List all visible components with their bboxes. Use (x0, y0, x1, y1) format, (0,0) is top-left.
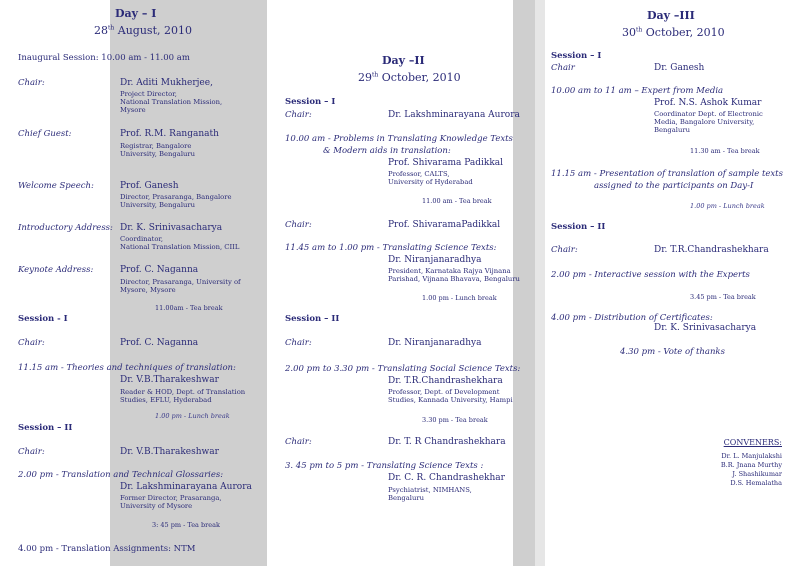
translation-assignments: 4.00 pm - Translation Assignments: NTM (18, 544, 196, 554)
d2-chair3-label: Chair: (285, 437, 312, 447)
text-line: Studies, Kannada University, Hampi (388, 395, 513, 404)
day2-date (358, 72, 461, 83)
d3-chair-name: Dr. Ganesh (654, 63, 705, 73)
text-line: University of Hyderabad (388, 177, 473, 186)
text-line: University, Bengaluru (120, 200, 196, 209)
problems-speaker: Prof. Shivarama Padikkal (388, 158, 504, 168)
media-desc (654, 111, 763, 134)
day1-date-day: 28 (94, 24, 108, 37)
science2-topic: 3. 45 pm to 5 pm - Translating Science Texts : (285, 461, 484, 471)
d2-chair2-label: Chair: (285, 220, 312, 230)
chief-guest-name: Prof. R.M. Ranganath (120, 129, 219, 139)
day2-session-2: Session – II (285, 314, 340, 324)
intro-name: Dr. K. Srinivasacharya (120, 223, 223, 233)
presentation-topic-1: 11.15 am - Presentation of translation of sample texts (551, 169, 783, 179)
day1-heading: Day – I (115, 7, 157, 20)
d2-tea-break-2: 3.30 pm - Tea break (422, 416, 488, 424)
keynote-desc (120, 279, 241, 295)
welcome-label: Welcome Speech: (18, 181, 94, 191)
keynote-name: Prof. C. Naganna (120, 265, 199, 275)
science2-desc (388, 487, 472, 503)
d2-tea-break-1: 11.00 am - Tea break (422, 197, 492, 205)
d3-s2-chair-label: Chair: (551, 245, 578, 255)
day2-session-1: Session – I (285, 97, 336, 107)
day1-date-sup: th (108, 24, 115, 32)
day1-date-rest: August, 2010 (114, 24, 192, 37)
glossaries-desc (120, 495, 222, 511)
d2-lunch-break: 1.00 pm - Lunch break (422, 294, 497, 302)
text-line: University, Bengaluru (120, 149, 196, 158)
d2-chair-label: Chair: (285, 110, 312, 120)
day2-date-rest: October, 2010 (378, 71, 461, 84)
text-line: Professor, CALTS, (388, 170, 450, 178)
intro-label: Introductory Address: (18, 223, 113, 233)
d3-s2-chair-name: Dr. T.R.Chandrashekhara (654, 245, 769, 255)
day3-session-2: Session – II (551, 222, 606, 232)
day3-session-1: Session – I (551, 51, 602, 61)
text-line: Media, Bangalore University, (654, 117, 755, 126)
day2-date-sup: th (372, 71, 379, 79)
chair-name: Dr. Aditi Mukherjee, (120, 78, 213, 88)
welcome-desc (120, 194, 232, 210)
text-line: Bengaluru (388, 493, 424, 502)
chair-label: Chair: (18, 78, 45, 88)
text-line: Studies, EFLU, Hyderabad (120, 395, 212, 404)
vote-of-thanks: 4.30 pm - Vote of thanks (620, 347, 725, 357)
day1-session-1: Session - I (18, 314, 68, 324)
theories-desc (120, 389, 245, 405)
media-topic: 10.00 am to 11 am – Expert from Media (551, 86, 724, 96)
text-line: Psychiatrist, NIMHANS, (388, 486, 472, 494)
science-desc (388, 268, 520, 284)
text-line: Mysore (120, 105, 146, 114)
day2-heading: Day –II (382, 54, 425, 67)
certificates-speaker: Dr. K. Srinivasacharya (654, 323, 757, 333)
day3-date-sup: th (636, 26, 643, 34)
convener-2: B.R. Jnana Murthy (720, 461, 782, 470)
d2-chair2-name: Prof. ShivaramaPadikkal (388, 220, 501, 230)
d2-chair-name: Dr. Lakshminarayana Aurora (388, 110, 520, 120)
text-line: Coordinator Dept. of Electronic (654, 110, 763, 118)
tea-break-1: 11.00am - Tea break (155, 304, 223, 312)
d2-chair3-name: Dr. T. R Chandrashekhara (388, 437, 506, 447)
s2-chair-label: Chair: (18, 447, 45, 457)
d3-tea-break-1: 11.30 am - Tea break (690, 147, 760, 155)
theories-topic: 11.15 am - Theories and techniques of translation: (18, 363, 236, 373)
problems-topic-1: 10.00 am - Problems in Translating Knowledge Texts (285, 134, 513, 144)
science2-speaker: Dr. C. R. Chandrashekhar (388, 473, 505, 483)
text-line: Bengaluru (654, 125, 690, 134)
text-line: University of Mysore (120, 501, 193, 510)
text-line: Former Director, Prasaranga, (120, 494, 222, 502)
s2-chair-name: Dr. V.B.Tharakeshwar (120, 447, 219, 457)
convener-1: Dr. L. Manjulakshi (721, 452, 782, 460)
day2-date-day: 29 (358, 71, 372, 84)
tea-break-2: 3: 45 pm - Tea break (152, 521, 220, 529)
day3-date-day: 30 (622, 26, 636, 39)
day3-date (622, 27, 725, 38)
d3-chair-label: Chair (551, 63, 575, 73)
text-line: Project Director, (120, 90, 177, 98)
d3-tea-break-2: 3.45 pm - Tea break (690, 293, 756, 301)
text-line: Director, Prasaranga, Bangalore (120, 193, 232, 201)
chair-desc (120, 91, 222, 114)
convener-3: J. Shashikumar (732, 470, 782, 479)
day1-date (94, 25, 192, 36)
keynote-label: Keynote Address: (18, 265, 94, 275)
science-speaker: Dr. Niranjanaradhya (388, 255, 482, 265)
theories-speaker: Dr. V.B.Tharakeshwar (120, 375, 219, 385)
text-line: President, Karnataka Rajya Vijnana (388, 267, 511, 275)
social-speaker: Dr. T.R.Chandrashekhara (388, 376, 503, 386)
column-stripe-3 (535, 0, 545, 566)
lunch-break-1: 1.00 pm - Lunch break (155, 412, 230, 420)
text-line: Reader & HOD, Dept. of Translation (120, 388, 246, 396)
glossaries-speaker: Dr. Lakshminarayana Aurora (120, 482, 252, 492)
social-topic: 2.00 pm to 3.30 pm - Translating Social Science Texts: (285, 364, 521, 374)
problems-desc (388, 171, 473, 187)
social-desc (388, 389, 513, 405)
welcome-name: Prof. Ganesh (120, 181, 179, 191)
interactive-topic: 2.00 pm - Interactive session with the Experts (551, 270, 750, 280)
day1-session-2: Session – II (18, 423, 73, 433)
s1-chair-name: Prof. C. Naganna (120, 338, 199, 348)
convener-4: D.S. Hemalatha (730, 479, 782, 488)
science-topic: 11.45 am to 1.00 pm - Translating Science Texts: (285, 243, 497, 253)
text-line: Director, Prasaranga, University of (120, 278, 241, 286)
inaugural-session: Inaugural Session: 10.00 am - 11.00 am (18, 53, 190, 63)
day3-date-rest: October, 2010 (642, 26, 725, 39)
certificates-topic: 4.00 pm - Distribution of Certificates: (551, 313, 713, 323)
text-line: National Translation Mission, (120, 97, 223, 106)
d3-lunch-break: 1.00 pm - Lunch break (690, 202, 765, 210)
presentation-topic-2: assigned to the participants on Day-I (594, 181, 754, 191)
text-line: Registrar, Bangalore (120, 142, 192, 150)
glossaries-topic: 2.00 pm - Translation and Technical Glossaries: (18, 470, 224, 480)
d2-s2-chair-label: Chair: (285, 338, 312, 348)
conveners-list (721, 452, 782, 488)
problems-topic-2: & Modern aids in translation: (323, 146, 451, 156)
d2-s2-chair-name: Dr. Niranjanaradhya (388, 338, 482, 348)
text-line: Parishad, Vijnana Bhavava, Bengaluru (388, 274, 520, 283)
text-line: Mysore, Mysore (120, 285, 176, 294)
text-line: Professor, Dept. of Development (388, 388, 500, 396)
media-speaker: Prof. N.S. Ashok Kumar (654, 98, 762, 108)
chief-guest-label: Chief Guest: (18, 129, 72, 139)
text-line: National Translation Mission, CIIL (120, 242, 240, 251)
s1-chair-label: Chair: (18, 338, 45, 348)
conveners-title: CONVENERS: (723, 438, 782, 447)
intro-desc (120, 236, 239, 252)
day3-heading: Day –III (647, 9, 695, 22)
text-line: Coordinator, (120, 235, 164, 243)
chief-guest-desc (120, 143, 195, 159)
